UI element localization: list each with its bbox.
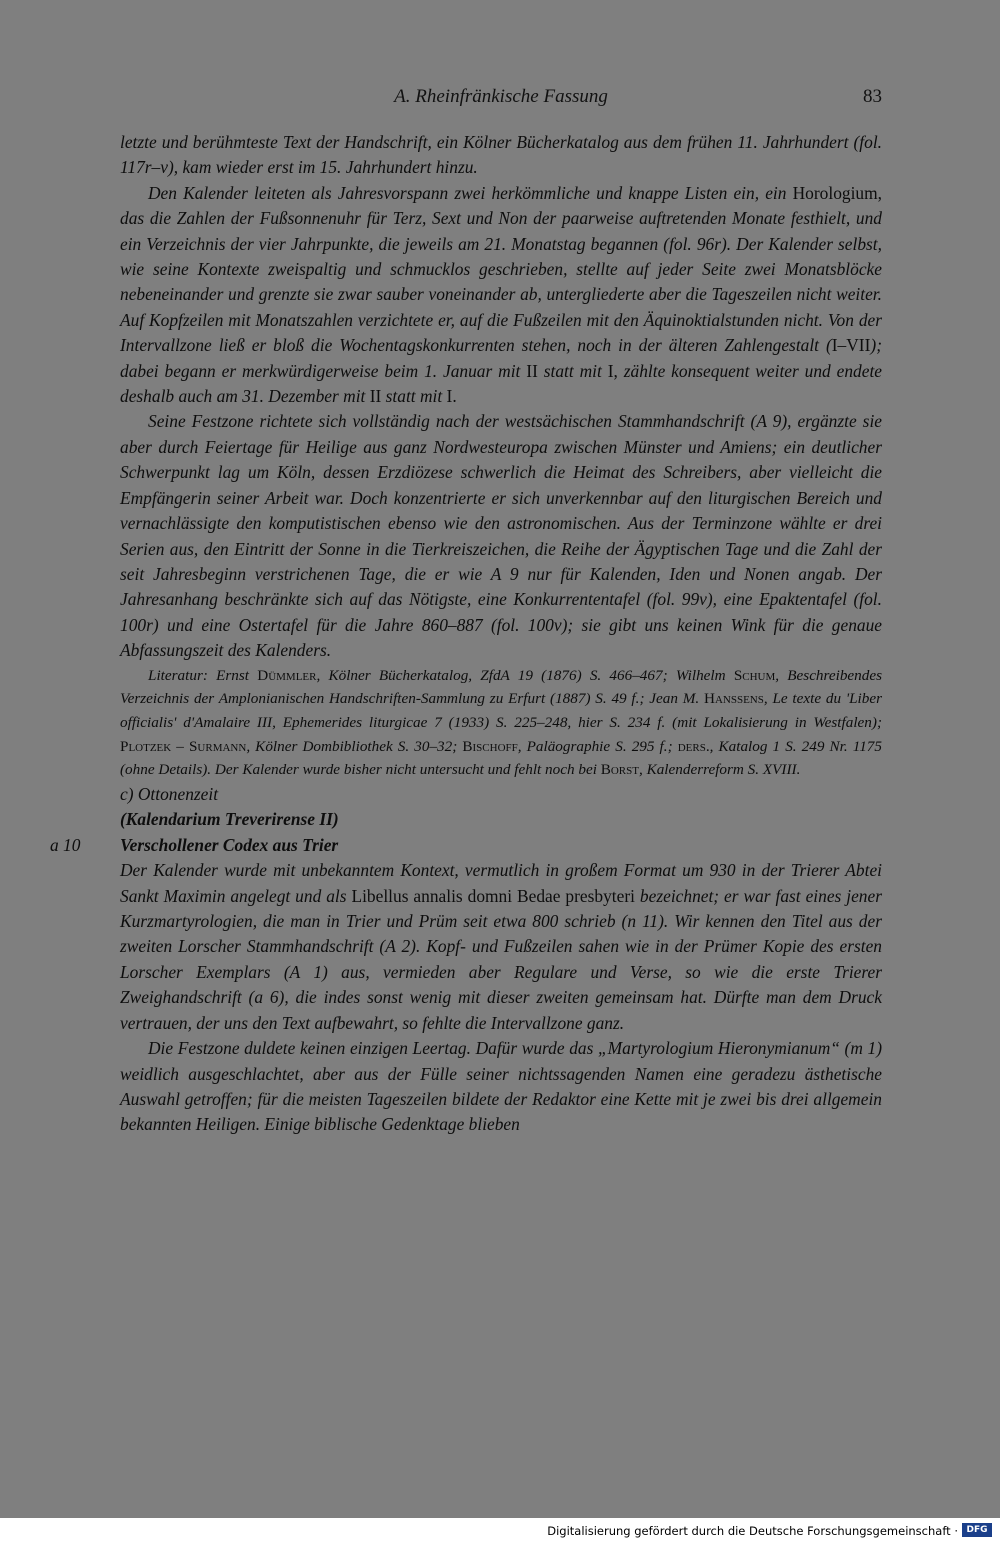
paragraph-calendar-description — [120, 181, 882, 410]
author-name: Bischoff — [462, 737, 518, 755]
author-name: ders. — [677, 737, 710, 755]
text-run: ); dabei begann er merkwürdigerweise beim 1. Januar mit — [120, 335, 882, 381]
text-run: das die Zahlen der Fußsonnenuhr für Terz, Sext und Non der paarweise auftretenden Monate festhielt, und ein Verzeichnis der vier Jahrpunkte, die jeweils am 21. Monatstag begannen (fol. 96r). Der Kalender selbst, wie seine Kontexte zweispaltig und schmucklos geschrieben, stellte auf jeder Seite zwei Monatsblöcke nebeneinander und grenzte sie zwar sauber voneinander ab, untergliederte aber die Tageszeilen nicht weiter. Auf Kopfzeilen mit Monatszahlen verzichtete er, auf die Fußzeilen mit den Äquinoktialstunden nicht. Von der Intervallzone ließ er bloß die Wochentagskonkurrenten stehen, noch in der älteren Zahlengestalt ( — [120, 208, 882, 356]
roman-numeral: II — [526, 360, 538, 381]
entry-siglum: a 10 — [50, 834, 81, 855]
section-heading: c) Ottonenzeit — [120, 784, 219, 805]
author-name: Borst — [600, 761, 639, 779]
funding-notice: Digitalisierung gefördert durch die Deutsche Forschungsgemeinschaft · — [547, 1524, 958, 1538]
horologium-term: Horologium, — [792, 182, 882, 203]
roman-numeral: II — [369, 386, 382, 407]
entry-title: Verschollener Codex aus Trier — [120, 834, 339, 855]
entry-group-title: (Kalendarium Treverirense II) — [120, 809, 339, 830]
author-name: Plotzek — [120, 737, 172, 755]
author-name: Surmann — [188, 737, 247, 755]
author-name: Dümmler — [257, 666, 317, 684]
roman-numeral: I–VII — [831, 335, 871, 356]
text-run: zählte konsequent weiter und endete deshalb auch am 31. Dezember mit — [120, 360, 882, 407]
entry-paragraph-2: Die Festzone duldete keinen einzigen Leertag. Dafür wurde das „Martyrologium Hieronymianum“ (m 1) weidlich ausgeschlachtet, aber aus der Fülle seiner nichtssagenden Namen eine geradezu ästhetische Auswahl getroffen; für die meisten Tageszeilen bildete der Redaktor eine Kette mit je zwei bis drei allgemein bekannten Heiligen. Einige biblische Gedenktage blieben — [120, 1038, 882, 1135]
text-run: , Kölner Bücherkatalog, ZfdA 19 (1876) S. 466–467; Wilhelm — [316, 666, 734, 684]
text-run: statt mit — [381, 386, 447, 407]
text-run: Den Kalender leiteten als Jahresvorspann zwei herkömmliche und knappe Listen ein, ein — [148, 182, 793, 203]
roman-numeral: I, — [607, 360, 618, 381]
text-run: , Le texte du 'Liber officialis' d'Amalaire III, Ephemerides liturgicae 7 (1933) S. 225–248, hier S. 234 f. (mit Lokalisierung in Westfalen); — [120, 690, 882, 731]
paragraph-festzone: Seine Festzone richtete sich vollständig nach der westsächischen Stammhandschrift (A 9), ergänzte sie aber durch Feiertage für Heilige aus ganz Nordwesteuropa zwischen Münster und Amiens; ein deutlicher Schwerpunkt lag um Köln, dessen Erzdiözese schwerlich die Heimat des Schreibers, aber vielleicht die Empfängerin seiner Arbeit war. Doch konzentrierte er sich unverkennbar auf den liturgischen Bereich und vernachlässigte den komputistischen ebenso wie den astronomischen. Aus der Terminzone wählte er drei Serien aus, den Eintritt der Sonne in die Tierkreiszeichen, die Reihe der Ägyptischen Tage und die Zahl der seit Jahresbeginn verstrichenen Tage, die er wie A 9 nur für Kalenden, Iden und Nonen angab. Der Jahresanhang beschränkte sich auf das Nötigste, eine Konkurrententafel (fol. 99v), eine Epaktentafel (fol. 100r) und eine Ostertafel für die Jahre 860–887 (fol. 100v); sie gibt uns keinen Wink für die genaue Abfassungszeit des Kalenders. — [120, 411, 882, 661]
author-name: Hanssens — [703, 690, 764, 708]
text-run: , Katalog 1 S. 249 Nr. 1175 (ohne Details). Der Kalender wurde bisher nicht untersucht und fehlt noch bei — [120, 737, 882, 779]
entry-paragraph-1 — [120, 858, 882, 1036]
footer-bar — [0, 1518, 1000, 1548]
literature-note — [120, 664, 882, 783]
dfg-logo-icon: DFG — [962, 1523, 992, 1537]
text-run: , Kalenderreform S. XVIII. — [638, 761, 801, 779]
text-run: , Kölner Dombibliothek S. 30–32; — [246, 737, 463, 755]
running-head-title: A. Rheinfränkische Fassung — [394, 86, 608, 107]
text-run: Literatur: Ernst — [148, 666, 258, 684]
page-body — [50, 130, 883, 1138]
text-run: bezeichnet; er war fast eines jener Kurzmartyrologien, die man in Trier und Prüm seit etwa 800 schrieb (n 11). Wir kennen den Titel aus der zweiten Lorscher Stammhandschrift (A 2). Kopf- und Fußzeilen sahen wie in der Prümer Kopie des ersten Lorscher Exemplars (A 1) aus, vermieden aber Regulare und Verse, so wie die erste Trierer Zweighandschrift (a 6), die indes sonst wenig mit dieser zweiten gemeinsam hat. Dürfte man dem Druck vertrauen, der uns den Text aufbewahrt, so fehlte die Intervallzone ganz. — [120, 885, 882, 1033]
text-run: , Paläographie S. 295 f.; — [517, 737, 678, 755]
text-run: – — [171, 737, 189, 755]
entry-title-line — [50, 833, 882, 858]
paragraph-continuation: letzte und berühmteste Text der Handschrift, ein Kölner Bücherkatalog aus dem frühen 11. Jahrhundert (fol. 117r–v), kam wieder erst im 15. Jahrhundert hinzu. — [120, 132, 882, 178]
text-run: , Beschreibendes Verzeichnis der Amplonianischen Handschriften-Sammlung zu Erfurt (1887) S. 49 f.; Jean M. — [120, 666, 883, 708]
latin-title: Libellus annalis domni Bedae presbyteri — [351, 885, 635, 906]
author-name: Schum — [733, 666, 776, 684]
roman-numeral: I. — [446, 386, 457, 407]
page-number: 83 — [863, 86, 882, 107]
text-run: statt mit — [537, 360, 608, 381]
running-head — [120, 86, 882, 110]
text-run: Der Kalender wurde mit unbekanntem Kontext, vermutlich in großem Format um 930 in der Trierer Abtei Sankt Maximin angelegt und als — [120, 860, 882, 906]
